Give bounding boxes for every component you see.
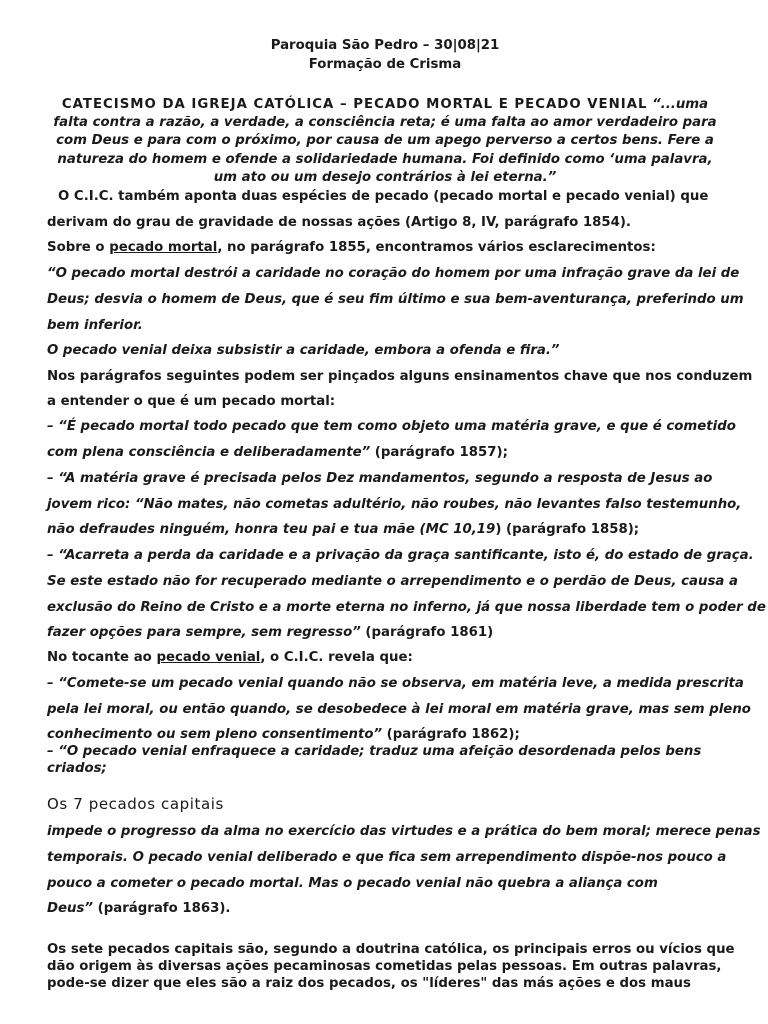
reference-span: ) (parágrafo 1858); <box>495 522 640 537</box>
quote-line: O pecado venial deixa subsistir a caridade, embora a ofenda e fira.” <box>47 343 560 358</box>
paragraph-line: O C.I.C. também aponta duas espécies de pecado (pecado mortal e pecado venial) que <box>58 189 709 204</box>
quote-line: jovem rico: “Não mates, não cometas adultério, não roubes, não levantes falso testemunho, <box>47 497 742 512</box>
quote-line <box>47 445 727 460</box>
text-span: Sobre o <box>47 240 110 255</box>
quote-line: – “O pecado venial enfraquece a caridade; traduz uma afeição desordenada pelos bens <box>47 744 702 759</box>
quote-line: bem inferior. <box>47 318 143 333</box>
quote-line: Deus; desvia o homem de Deus, que é seu fim último e sua bem-aventurança, preferindo um <box>47 292 744 307</box>
quote-line: exclusão do Reino de Cristo e a morte eterna no inferno, já que nossa liberdade tem o poder de <box>47 600 766 615</box>
quote-line: “O pecado mortal destrói a caridade no coração do homem por uma infração grave da lei de <box>47 266 740 281</box>
italic-span: conhecimento ou sem pleno consentimento” <box>47 727 383 742</box>
italic-span: não defraudes ninguém, honra teu pai e tua mãe (MC 10,19 <box>47 522 496 537</box>
text-span: , no parágrafo 1855, encontramos vários esclarecimentos: <box>217 240 656 255</box>
text-span: , o C.I.C. revela que: <box>260 650 413 665</box>
paragraph-line: Os sete pecados capitais são, segundo a doutrina católica, os principais erros ou vícios que <box>47 942 735 957</box>
intro-title: CATECISMO DA IGREJA CATÓLICA – PECADO MORTAL E PECADO VENIAL <box>61 97 648 112</box>
paragraph-line <box>47 650 727 665</box>
intro-quote: “...uma falta contra a razão, a verdade, a consciência reta; é uma falta ao amor verdadeiro para com Deus e para com o próximo, por causa de um apego perverso a certos bens. Fere a natureza do homem e ofende a solidariedade humana. Foi definido como ‘uma palavra, um ato ou um desejo contrários à lei eterna.” <box>53 97 717 185</box>
paragraph-line: a entender o que é um pecado mortal: <box>47 394 336 409</box>
quote-line: Se este estado não for recuperado mediante o arrependimento e o perdão de Deus, causa a <box>47 574 738 589</box>
paragraph-line: dão origem às diversas ações pecaminosas cometidas pelas pessoas. Em outras palavras, <box>47 959 722 974</box>
underlined-term: pecado venial <box>156 650 261 665</box>
text-span: No tocante ao <box>47 650 157 665</box>
quote-line <box>47 727 727 742</box>
italic-span: com plena consciência e deliberadamente” <box>47 445 371 460</box>
underlined-term: pecado mortal <box>109 240 218 255</box>
paragraph-line: derivam do grau de gravidade de nossas ações (Artigo 8, IV, parágrafo 1854). <box>47 215 631 230</box>
reference-span: (parágrafo 1857); <box>370 445 508 460</box>
quote-line: – “Acarreta a perda da caridade e a privação da graça santificante, isto é, do estado de graça. <box>47 548 754 563</box>
italic-span: Deus” <box>47 901 94 916</box>
quote-line <box>47 901 727 916</box>
section-heading: Os 7 pecados capitais <box>47 795 224 813</box>
intro-paragraph <box>47 96 723 187</box>
quote-line: criados; <box>47 761 107 776</box>
header-parish-date: Paroquia São Pedro – 30|08|21 <box>270 38 500 53</box>
paragraph-line <box>47 240 727 255</box>
quote-line: pouco a cometer o pecado mortal. Mas o pecado venial não quebra a aliança com <box>47 876 658 891</box>
header-subtitle: Formação de Crisma <box>308 57 462 72</box>
reference-span: (parágrafo 1862); <box>382 727 520 742</box>
paragraph-line: Nos parágrafos seguintes podem ser pinçados alguns ensinamentos chave que nos conduzem <box>47 369 753 384</box>
quote-line <box>47 625 727 640</box>
quote-line: temporais. O pecado venial deliberado e que fica sem arrependimento dispõe-nos pouco a <box>47 850 727 865</box>
quote-line: – “Comete-se um pecado venial quando não se observa, em matéria leve, a medida prescrita <box>47 676 744 691</box>
quote-line: – “É pecado mortal todo pecado que tem como objeto uma matéria grave, e que é cometido <box>47 419 736 434</box>
quote-line: pela lei moral, ou então quando, se desobedece à lei moral em matéria grave, mas sem pleno <box>47 702 751 717</box>
paragraph-line: pode-se dizer que eles são a raiz dos pecados, os "líderes" das más ações e dos maus <box>47 976 691 991</box>
quote-line: – “A matéria grave é precisada pelos Dez mandamentos, segundo a resposta de Jesus ao <box>47 471 713 486</box>
reference-span: (parágrafo 1861) <box>360 625 494 640</box>
reference-span: (parágrafo 1863). <box>93 901 231 916</box>
quote-line: impede o progresso da alma no exercício das virtudes e a prática do bem moral; merece penas <box>47 824 761 839</box>
quote-line <box>47 522 727 537</box>
italic-span: fazer opções para sempre, sem regresso” <box>47 625 361 640</box>
